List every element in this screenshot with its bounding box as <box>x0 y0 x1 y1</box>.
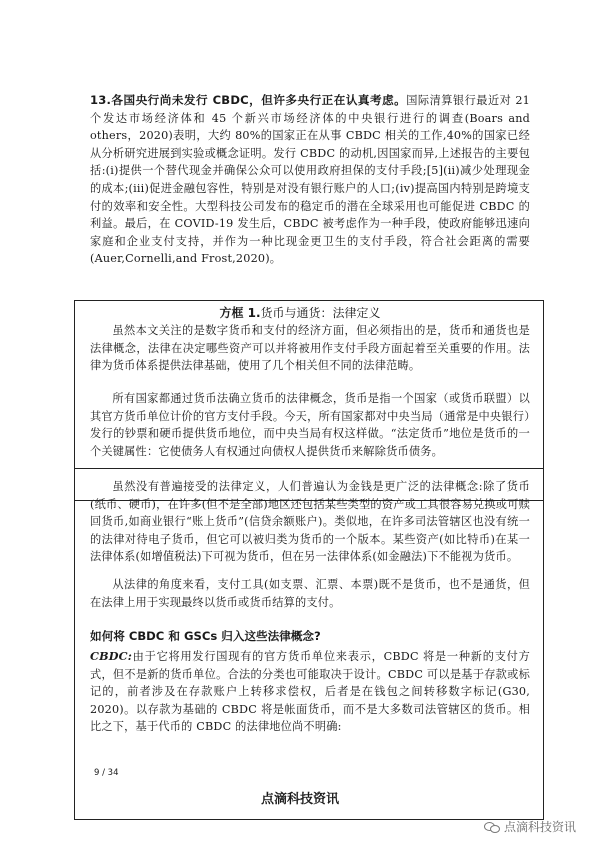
box-divider <box>74 500 544 501</box>
box-paragraph-1: 虽然本文关注的是数字货币和支付的经济方面，但必须指出的是，货币和通货也是法律概念，法律在决定哪些资产可以并将被用作支付手段方面起着至关重要的作用。法律为货币体系提供法律基础，使用了几个相关但不同的法律范畴。 <box>90 324 530 373</box>
box-1-title-text: 货币与通货：法律定义 <box>260 306 381 320</box>
box-paragraph-2: 所有国家都通过货币法确立货币的法律概念，货币是指一个国家（或货币联盟）以其官方货币单位计价的官方支付手段。今天，所有国家都对中央当局（通常是中央银行）发行的钞票和硬币提供货币地位，而中央当局有权这样做。“法定货币”地位是货币的一个关键属性：它使债务人有权通过向债权人提供货币来解除货币债务。 <box>90 392 530 458</box>
page-number: 9 / 34 <box>94 768 119 778</box>
section-13-paragraph <box>90 92 530 268</box>
footer-brand: 点滴科技资讯 <box>260 792 339 807</box>
cbdc-paragraph <box>90 648 530 736</box>
cbdc-body: 由于它将用发行国现有的官方货币单位来表示，CBDC 将是一种新的支付方式，但不是新的货币单位。合法的分类也可能取决于设计。CBDC 可以是基于存款或标记的，前者涉及在存款账户上转移求偿权，后者是在钱包之间转移数字标记(G30, 2020)。以存款为基础的 CBDC 将是帐面货币，而不是大多数司法管辖区的货币。相比之下，基于代币的 CBDC 的法律地位尚不明确: <box>90 650 530 734</box>
box-paragraph-4: 从法律的角度来看，支付工具(如支票、汇票、本票)既不是货币，也不是通货，但在法律上用于实现最终以货币或货币结算的支付。 <box>90 578 530 609</box>
section-13-lead: 13.各国央行尚未发行 CBDC，但许多央行正在认真考虑。 <box>90 93 407 107</box>
box-divider <box>74 468 544 469</box>
box-1-title <box>0 304 600 321</box>
cbdc-label: CBDC: <box>90 649 133 663</box>
wechat-icon <box>484 821 500 833</box>
watermark <box>484 818 576 835</box>
watermark-text: 点滴科技资讯 <box>503 820 576 834</box>
cbdc-gsc-subheading: 如何将 CBDC 和 GSCs 归入这些法律概念? <box>90 629 321 643</box>
box-1-title-label: 方框 1. <box>219 306 261 320</box>
section-13-body: 国际清算银行最近对 21 个发达市场经济体和 45 个新兴市场经济体的中央银行进行的调查(Boars and others，2020)表明，大约 80%的国家正在从事 CBDC 相关的工作,40%的国家已经从分析研究进展到实验或概念证明。发行 CBDC 的动机,因国家而异,上述报告的主要包括:(i)提供一个替代现金并确保公众可以使用政府担保的支付手段;[5](ii)减少处理现金的成本;(iii)促进金融包容性，特别是对没有银行账户的人口;(iv)提高国内特别是跨境支付的效率和安全性。大型科技公司发布的稳定币的潜在全球采用也可能促进 CBDC 的利益。最后，在 COVID-19 发生后，CBDC 被考虑作为一种手段，使政府能够迅速向家庭和企业支付支持，并作为一种比现金更卫生的支付手段，符合社会距离的需要(Auer,Cornelli,and Frost,2020)。 <box>90 94 530 266</box>
box-paragraph-3: 虽然没有普遍接受的法律定义，人们普遍认为金钱是更广泛的法律概念:除了货币(纸币、硬币)，在许多(但不是全部)地区还包括某些类型的资产或工具很容易兑换或可赎回货币,如商业银行“账上货币”(信贷余额账户)。类似地，在许多司法管辖区也没有统一的法律对待电子货币，但它可以被归类为货币的一个版本。某些资产(如比特币)在某一法律体系(如增值税法)下可视为货币，但在另一法律体系(如金融法)下不能视为货币。 <box>90 480 530 564</box>
